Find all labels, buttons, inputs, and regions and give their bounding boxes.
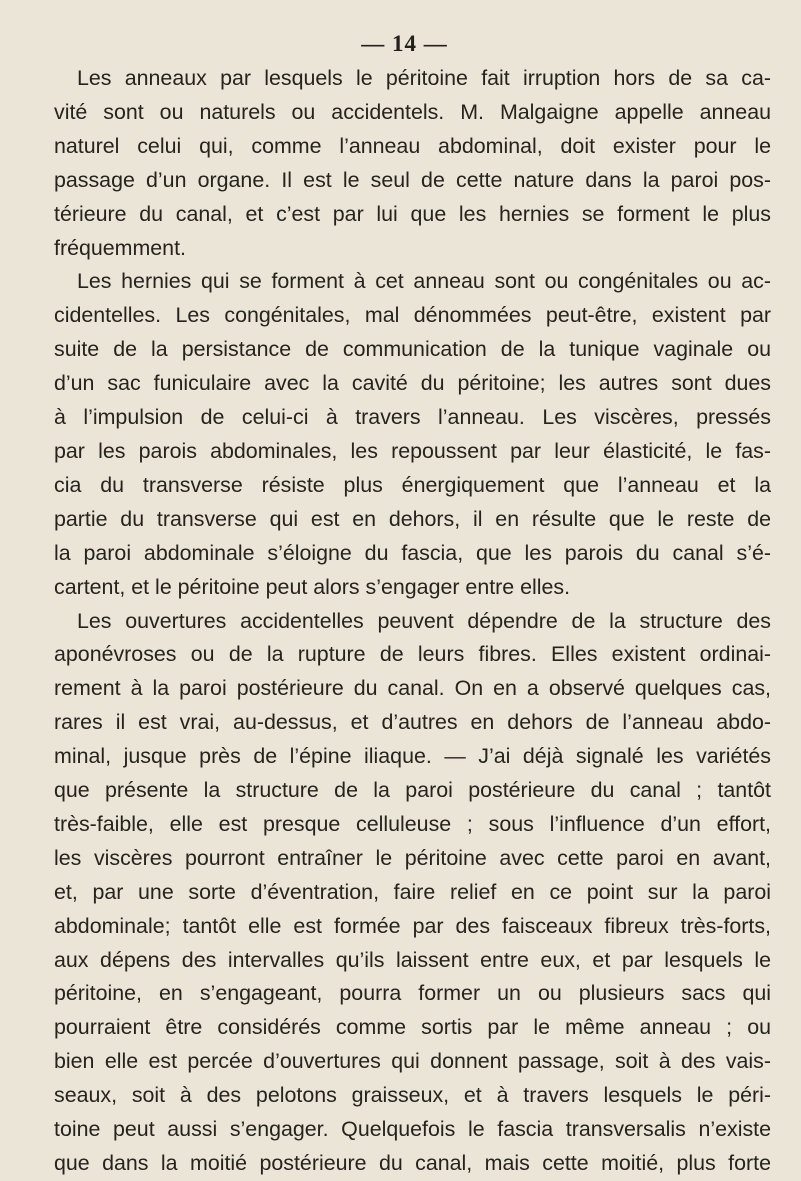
text-line: fréquemment. [54, 235, 186, 260]
text-line: d’un sac funiculaire avec la cavité du péritoine; les autres sont dues [54, 371, 771, 396]
body-text [54, 62, 771, 1181]
text-line: bien elle est percée d’ouvertures qui donnent passage, soit à des vais- [54, 1049, 771, 1074]
text-line: naturel celui qui, comme l’anneau abdominal, doit exister pour le [54, 133, 771, 158]
text-line: Les ouvertures accidentelles peuvent dépendre de la structure des [77, 608, 771, 633]
text-line: péritoine, en s’engageant, pourra former un ou plusieurs sacs qui [54, 981, 771, 1006]
text-line: toine peut aussi s’engager. Quelquefois le fascia transversalis n’existe [54, 1117, 771, 1142]
text-line: cia du transverse résiste plus énergiquement que l’anneau et la [54, 472, 771, 497]
text-line: abdominale; tantôt elle est formée par des faisceaux fibreux très-forts, [54, 913, 771, 938]
text-line: à l’impulsion de celui-ci à travers l’anneau. Les viscères, pressés [54, 405, 771, 430]
text-line: minal, jusque près de l’épine iliaque. — J’ai déjà signalé les variétés [54, 744, 771, 769]
text-line: la paroi abdominale s’éloigne du fascia, que les parois du canal s’é- [54, 540, 771, 565]
text-line: partie du transverse qui est en dehors, il en résulte que le reste de [54, 506, 771, 531]
text-line: cidentelles. Les congénitales, mal dénommées peut-être, existent par [54, 303, 771, 328]
text-line: térieure du canal, et c’est par lui que les hernies se forment le plus [54, 201, 771, 226]
text-line: vité sont ou naturels ou accidentels. M. Malgaigne appelle anneau [54, 99, 771, 124]
text-line: les viscères pourront entraîner le péritoine avec cette paroi en avant, [54, 845, 771, 870]
page-number-header: — 14 — [361, 31, 448, 56]
text-line: que présente la structure de la paroi postérieure du canal ; tantôt [54, 778, 771, 803]
text-line: passage d’un organe. Il est le seul de cette nature dans la paroi pos- [54, 167, 771, 192]
text-line: rement à la paroi postérieure du canal. On en a observé quelques cas, [54, 676, 771, 701]
text-line: par les parois abdominales, les repoussent par leur élasticité, le fas- [54, 438, 771, 463]
text-line: Les anneaux par lesquels le péritoine fait irruption hors de sa ca- [77, 66, 771, 90]
text-line: que dans la moitié postérieure du canal, mais cette moitié, plus forte [54, 1151, 771, 1175]
text-line: seaux, soit à des pelotons graisseux, et à travers lesquels le péri- [54, 1083, 771, 1108]
text-line: très-faible, elle est presque celluleuse ; sous l’influence d’un effort, [54, 811, 771, 836]
text-line: et, par une sorte d’éventration, faire relief en ce point sur la paroi [54, 879, 771, 904]
text-line: aponévroses ou de la rupture de leurs fibres. Elles existent ordinai- [54, 642, 771, 667]
text-line: aux dépens des intervalles qu’ils laissent entre eux, et par lesquels le [54, 947, 771, 972]
text-line: pourraient être considérés comme sortis par le même anneau ; ou [54, 1015, 771, 1040]
text-line: cartent, et le péritoine peut alors s’engager entre elles. [54, 574, 571, 599]
text-line: suite de la persistance de communication de la tunique vaginale ou [54, 337, 771, 362]
text-line: Les hernies qui se forment à cet anneau sont ou congénitales ou ac- [77, 269, 771, 294]
text-line: rares il est vrai, au-dessus, et d’autres en dehors de l’anneau abdo- [54, 710, 771, 735]
